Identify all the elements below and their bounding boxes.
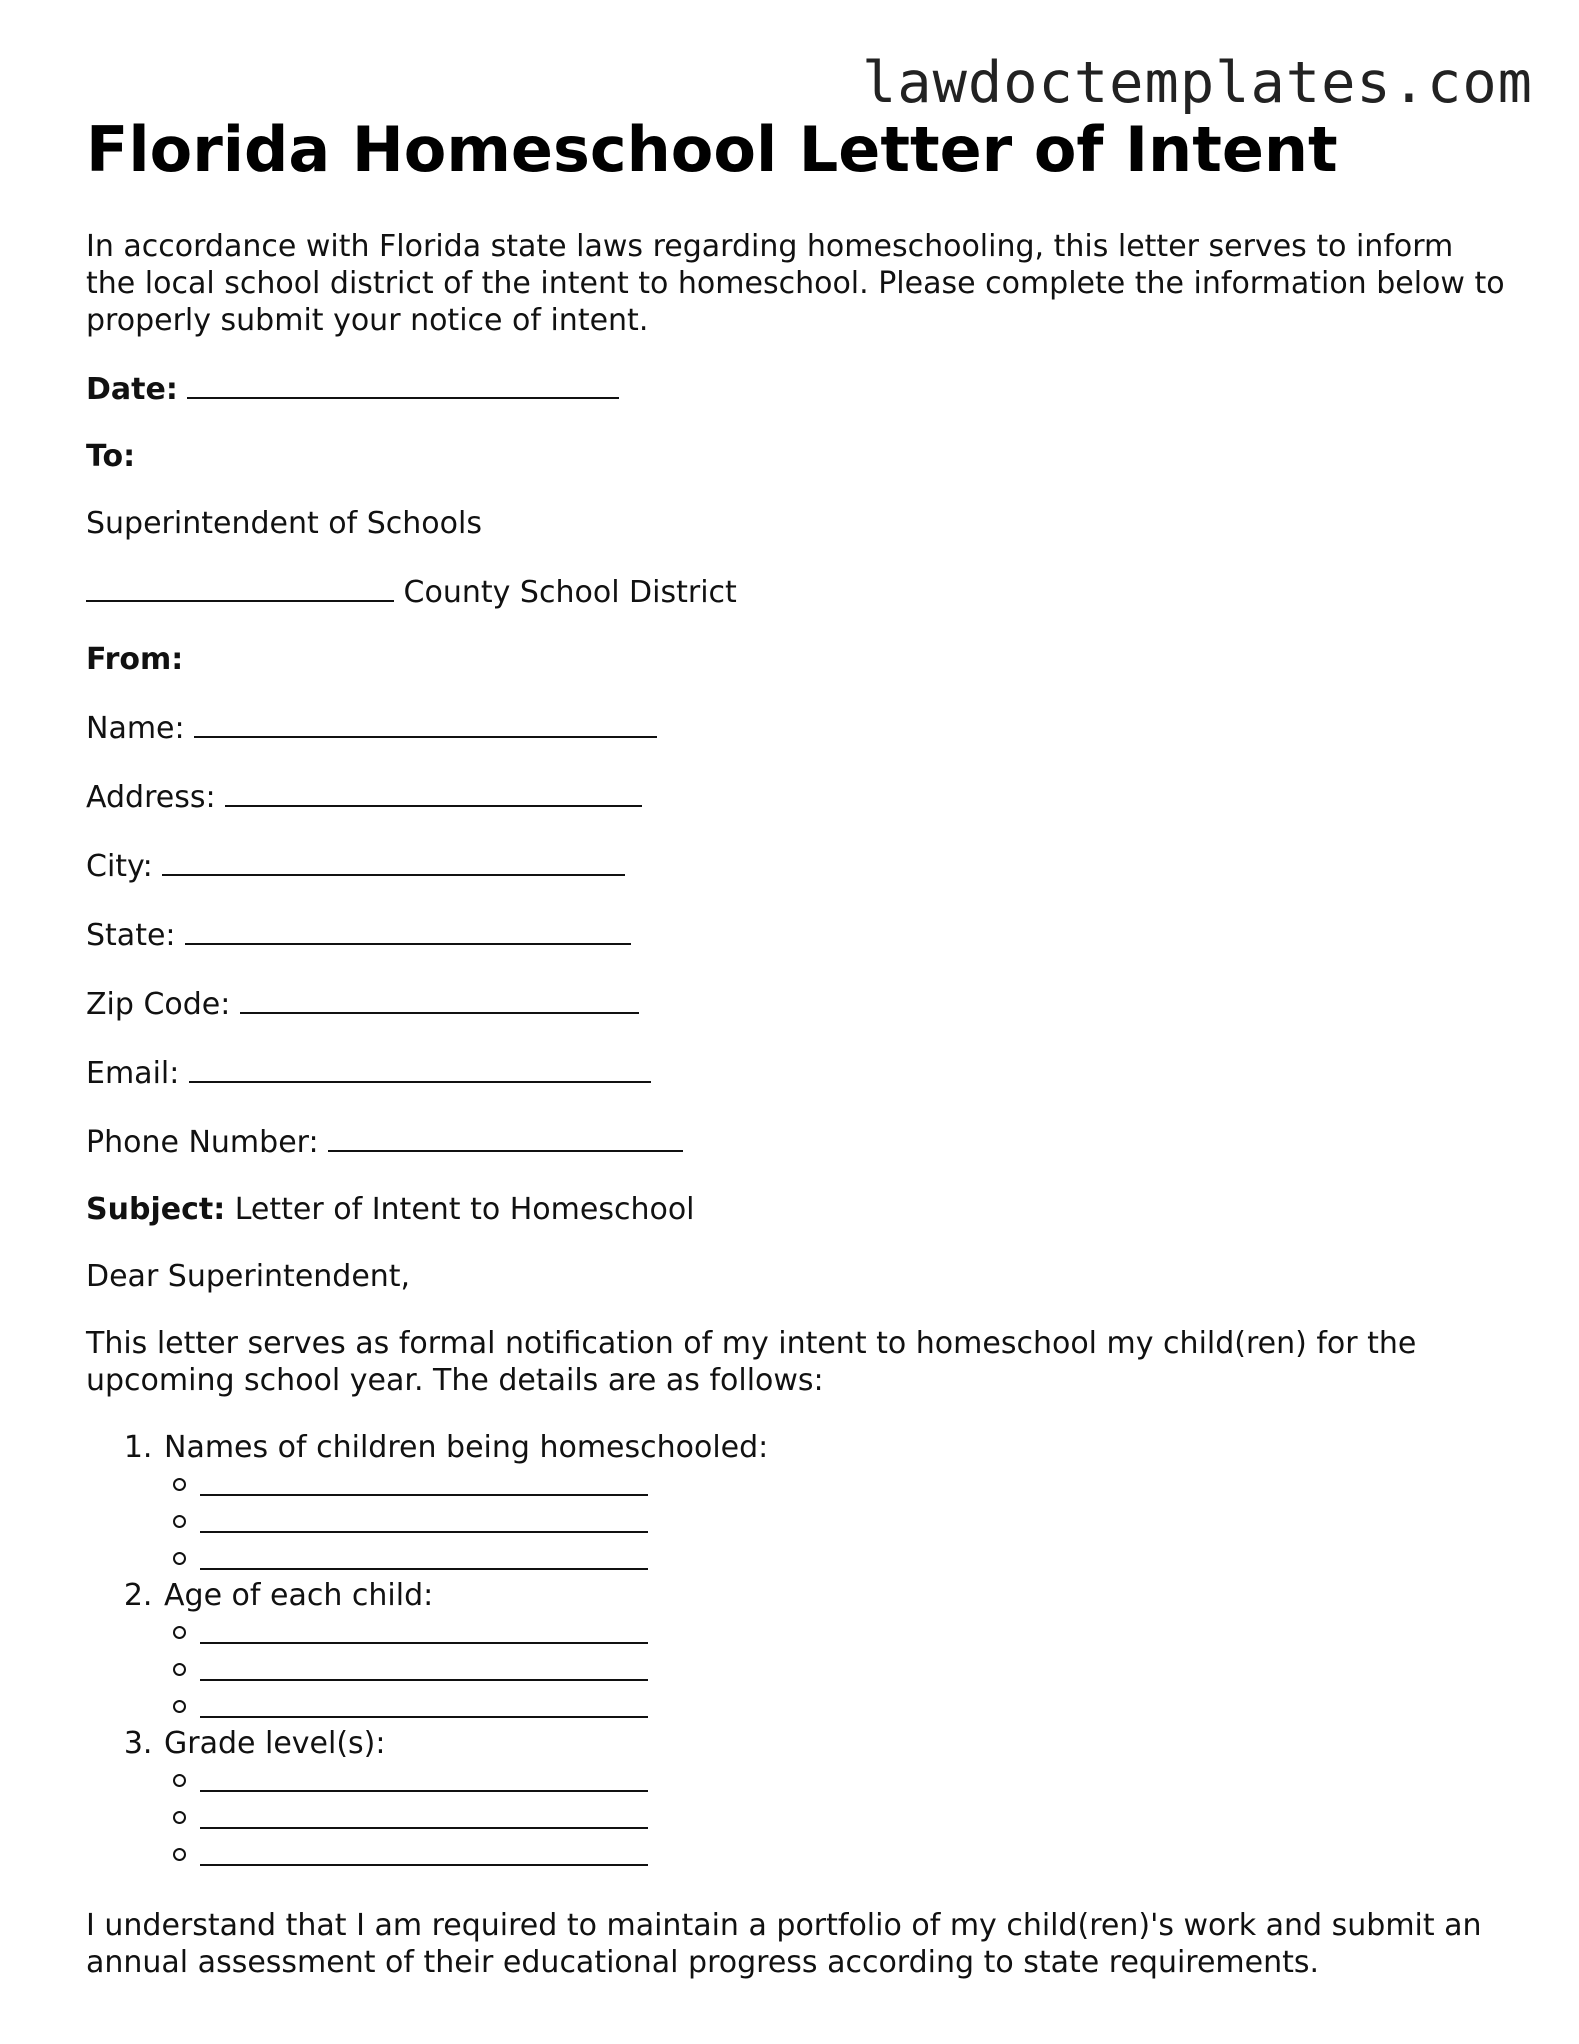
phone-label: Phone Number: bbox=[86, 1125, 319, 1160]
list-item bbox=[164, 1799, 1506, 1836]
child-ages-blanks bbox=[164, 1614, 1506, 1725]
list-item bbox=[164, 1540, 1506, 1577]
list-item bbox=[164, 1836, 1506, 1873]
list-item-label: Age of each child: bbox=[164, 1578, 434, 1613]
district-suffix: County School District bbox=[403, 575, 737, 610]
child-name-blank[interactable] bbox=[200, 1466, 648, 1496]
hollow-bullet-icon bbox=[173, 1478, 186, 1491]
list-item-label: Names of children being homeschooled: bbox=[164, 1430, 769, 1465]
hollow-bullet-icon bbox=[173, 1774, 186, 1787]
grade-levels-blanks bbox=[164, 1762, 1506, 1873]
list-item bbox=[164, 1614, 1506, 1651]
salutation: Dear Superintendent, bbox=[86, 1259, 411, 1294]
children-names-blanks bbox=[164, 1466, 1506, 1577]
letter-document bbox=[86, 110, 1506, 1981]
recipient-line: Superintendent of Schools bbox=[86, 506, 482, 541]
city-line bbox=[86, 846, 1506, 885]
email-label: Email: bbox=[86, 1056, 180, 1091]
phone-line bbox=[86, 1122, 1506, 1161]
hollow-bullet-icon bbox=[173, 1515, 186, 1528]
list-item-label: Grade level(s): bbox=[164, 1726, 386, 1761]
city-label: City: bbox=[86, 849, 153, 884]
document-title: Florida Homeschool Letter of Intent bbox=[86, 113, 1338, 186]
list-item bbox=[164, 1466, 1506, 1503]
district-line bbox=[86, 572, 1506, 611]
email-blank[interactable] bbox=[189, 1053, 651, 1083]
name-line bbox=[86, 708, 1506, 747]
address-label: Address: bbox=[86, 780, 216, 815]
child-name-blank[interactable] bbox=[200, 1540, 648, 1570]
to-line bbox=[86, 438, 1506, 475]
list-item bbox=[164, 1688, 1506, 1725]
date-label: Date: bbox=[86, 372, 178, 407]
list-item-child-ages bbox=[162, 1577, 1506, 1725]
list-item-children-names bbox=[162, 1429, 1506, 1577]
from-line bbox=[86, 641, 1506, 678]
name-label: Name: bbox=[86, 711, 185, 746]
child-name-blank[interactable] bbox=[200, 1503, 648, 1533]
date-blank[interactable] bbox=[187, 369, 619, 399]
hollow-bullet-icon bbox=[173, 1626, 186, 1639]
zip-label: Zip Code: bbox=[86, 987, 231, 1022]
hollow-bullet-icon bbox=[173, 1848, 186, 1861]
to-label: To: bbox=[86, 439, 136, 474]
from-label: From: bbox=[86, 642, 184, 677]
body-paragraph-2: I understand that I am required to maintain a portfolio of my child(ren)'s work and submit an annual assessment of their educational progress according to state requirements. bbox=[86, 1908, 1482, 1980]
hollow-bullet-icon bbox=[173, 1700, 186, 1713]
list-item-grade-levels bbox=[162, 1725, 1506, 1873]
date-line bbox=[86, 369, 1506, 408]
name-blank[interactable] bbox=[194, 708, 657, 738]
list-item bbox=[164, 1651, 1506, 1688]
list-item bbox=[164, 1503, 1506, 1540]
intro-paragraph: In accordance with Florida state laws regarding homeschooling, this letter serves to inform the local school district of the intent to homeschool. Please complete the information below to properly submit your notice of intent. bbox=[86, 229, 1505, 338]
list-item bbox=[164, 1762, 1506, 1799]
city-blank[interactable] bbox=[162, 846, 625, 876]
grade-level-blank[interactable] bbox=[200, 1799, 648, 1829]
hollow-bullet-icon bbox=[173, 1811, 186, 1824]
hollow-bullet-icon bbox=[173, 1663, 186, 1676]
hollow-bullet-icon bbox=[173, 1552, 186, 1565]
email-line bbox=[86, 1053, 1506, 1092]
state-label: State: bbox=[86, 918, 176, 953]
state-blank[interactable] bbox=[185, 915, 631, 945]
phone-blank[interactable] bbox=[328, 1122, 683, 1152]
address-blank[interactable] bbox=[225, 777, 642, 807]
child-age-blank[interactable] bbox=[200, 1651, 648, 1681]
body-paragraph-1: This letter serves as formal notification of my intent to homeschool my child(ren) for the upcoming school year. The details are as follows: bbox=[86, 1326, 1417, 1398]
subject-text: Letter of Intent to Homeschool bbox=[234, 1192, 695, 1227]
grade-level-blank[interactable] bbox=[200, 1762, 648, 1792]
grade-level-blank[interactable] bbox=[200, 1836, 648, 1866]
child-age-blank[interactable] bbox=[200, 1688, 648, 1718]
details-list bbox=[86, 1429, 1506, 1873]
county-blank[interactable] bbox=[86, 572, 394, 602]
zip-blank[interactable] bbox=[240, 984, 639, 1014]
state-line bbox=[86, 915, 1506, 954]
subject-line bbox=[86, 1191, 1506, 1228]
child-age-blank[interactable] bbox=[200, 1614, 648, 1644]
zip-line bbox=[86, 984, 1506, 1023]
site-watermark: lawdoctemplates.com bbox=[861, 50, 1533, 116]
address-line bbox=[86, 777, 1506, 816]
subject-label: Subject: bbox=[86, 1192, 226, 1227]
